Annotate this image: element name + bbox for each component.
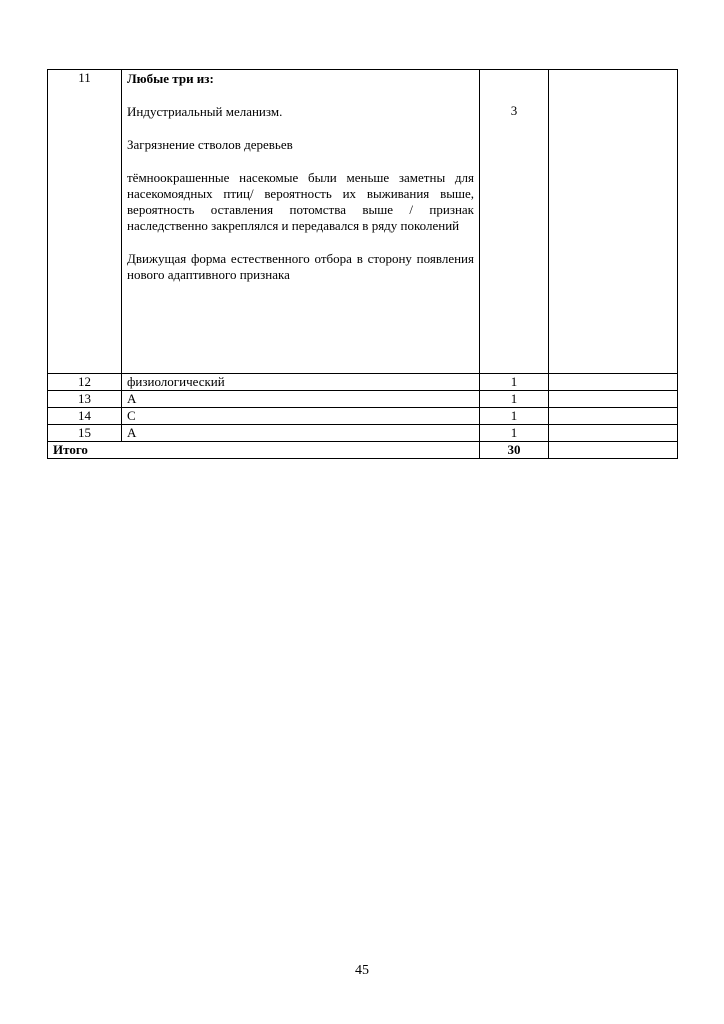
extra-cell (549, 425, 678, 442)
extra-cell (549, 374, 678, 391)
question-number: 14 (48, 408, 122, 425)
answer-cell: С (122, 408, 480, 425)
table-row (48, 408, 678, 425)
answer-cell (122, 70, 480, 374)
points-cell: 1 (480, 408, 549, 425)
total-points: 30 (480, 442, 549, 459)
total-row (48, 442, 678, 459)
extra-cell (549, 391, 678, 408)
question-number: 11 (48, 70, 122, 374)
table-row (48, 70, 678, 374)
question-number: 12 (48, 374, 122, 391)
points-cell: 1 (480, 425, 549, 442)
answer-cell: А (122, 425, 480, 442)
points-cell: 1 (480, 374, 549, 391)
points-cell: 1 (480, 391, 549, 408)
answer-cell: А (122, 391, 480, 408)
answers-table (47, 69, 678, 459)
extra-cell (549, 70, 678, 374)
question-number: 13 (48, 391, 122, 408)
answer-item: Загрязнение стволов деревьев (127, 137, 293, 152)
extra-cell (549, 442, 678, 459)
answer-item: тёмноокрашенные насекомые были меньше заметны для насекомоядных птиц/ вероятность их выживания выше, вероятность оставления потомства выше / признак наследственно закреплялся и передавался в ряду поколений (127, 170, 474, 233)
points-cell: 3 (480, 70, 549, 374)
table-row (48, 425, 678, 442)
question-number: 15 (48, 425, 122, 442)
answer-cell: физиологический (122, 374, 480, 391)
answer-item: Движущая форма естественного отбора в сторону появления нового адаптивного признака (127, 251, 474, 282)
answer-item: Индустриальный меланизм. (127, 104, 283, 119)
page-number: 45 (355, 963, 369, 978)
table-row (48, 374, 678, 391)
total-label: Итого (48, 442, 480, 459)
answer-heading: Любые три из: (127, 71, 214, 86)
table-row (48, 391, 678, 408)
extra-cell (549, 408, 678, 425)
